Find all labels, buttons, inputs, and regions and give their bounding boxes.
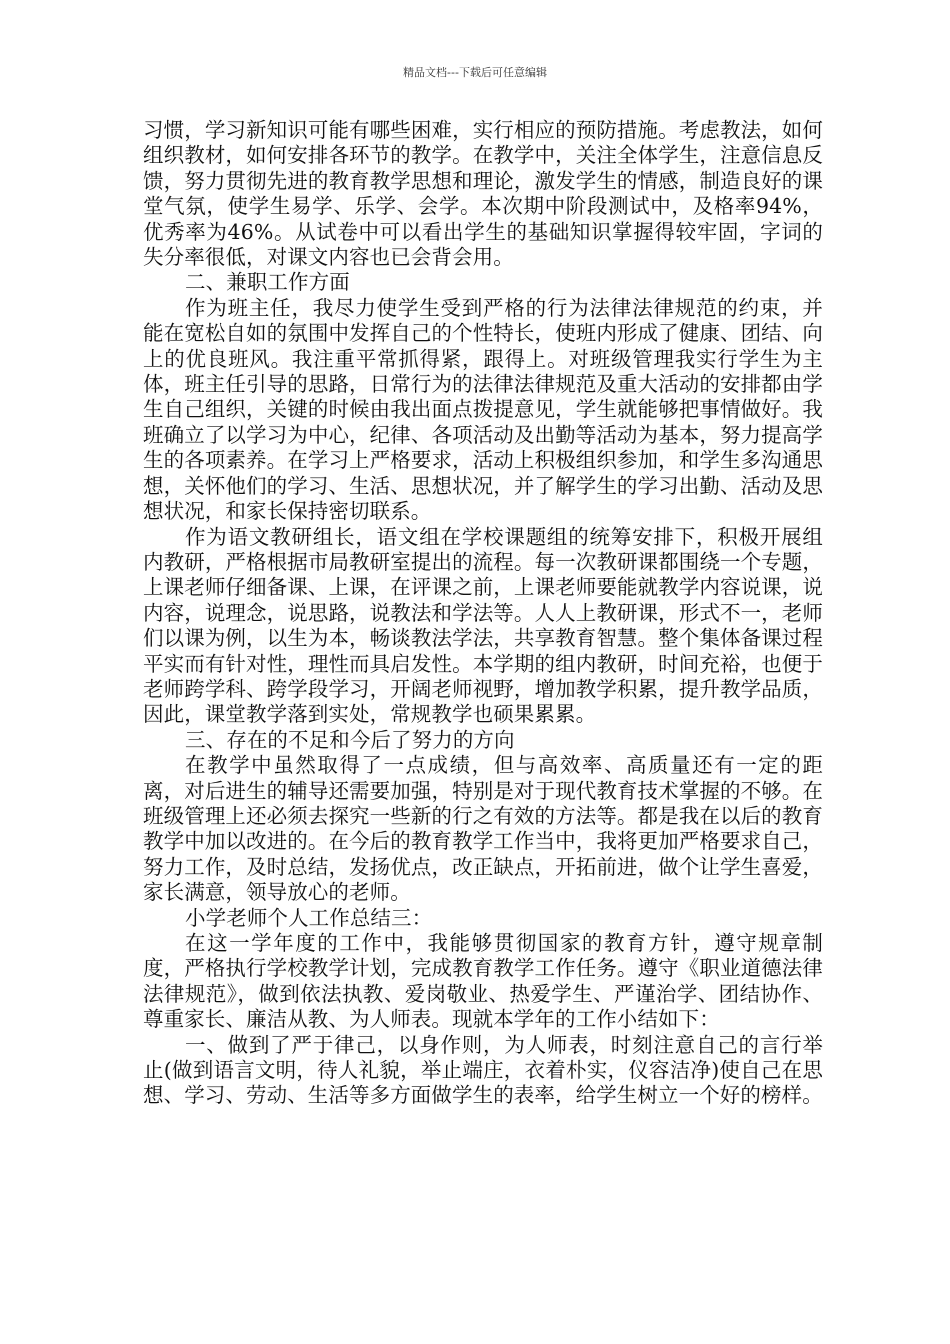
paragraph-self-discipline: 一、做到了严于律己，以身作则，为人师表，时刻注意自己的言行举止(做到语言文明，待人礼貌，举止端庄，衣着朴实，仪容洁净)使自己在思想、学习、劳动、生活等多方面做学生的表率，给学生树立一个好的榜样。 (143, 1032, 823, 1108)
document-body (143, 118, 823, 1109)
paragraph-continuation: 习惯，学习新知识可能有哪些困难，实行相应的预防措施。考虑教法，如何组织教材，如何安排各环节的教学。在教学中，关注全体学生，注意信息反馈，努力贯彻先进的教育教学思想和理论，激发学生的情感，制造良好的课堂气氛，使学生易学、乐学、会学。本次期中阶段测试中，及格率94%，优秀率为46%。从试卷中可以看出学生的基础知识掌握得较牢固，字词的失分率很低，对课文内容也已会背会用。 (143, 118, 823, 270)
paragraph-teaching-research: 作为语文教研组长，语文组在学校课题组的统筹安排下，积极开展组内教研，严格根据市局教研室提出的流程。每一次教研课都围绕一个专题，上课老师仔细备课、上课，在评课之前，上课老师要能就教学内容说课，说内容，说理念，说思路，说教法和学法等。人人上教研课，形式不一，老师们以课为例，以生为本，畅谈教法学法，共享教育智慧。整个集体备课过程平实而有针对性，理性而具启发性。本学期的组内教研，时间充裕，也便于老师跨学科、跨学段学习，开阔老师视野，增加教学积累，提升教学品质，因此，课堂教学落到实处，常规教学也硕果累累。 (143, 524, 823, 727)
page-header: 精品文档---下载后可任意编辑 (403, 66, 547, 79)
section-heading-shortcomings: 三、存在的不足和今后了努力的方向 (185, 727, 515, 752)
paragraph-school-year: 在这一学年度的工作中，我能够贯彻国家的教育方针，遵守规章制度，严格执行学校教学计划，完成教育教学工作任务。遵守《职业道德法律法律规范》，做到依法执教、爱岗敬业、热爱学生、严谨治学、团结协作、尊重家长、廉洁从教、为人师表。现就本学年的工作小结如下： (143, 931, 823, 1032)
paragraph-class-teacher: 作为班主任，我尽力使学生受到严格的行为法律法律规范的约束，并能在宽松自如的氛围中发挥自己的个性特长，使班内形成了健康、团结、向上的优良班风。我注重平常抓得紧，跟得上。对班级管理我实行学生为主体，班主任引导的思路，日常行为的法律法律规范及重大活动的安排都由学生自己组织，关键的时候由我出面点拨提意见，学生就能够把事情做好。我班确立了以学习为中心，纪律、各项活动及出勤等活动为基本，努力提高学生的各项素养。在学习上严格要求，活动上积极组织参加，和学生多沟通思想，关怀他们的学习、生活、思想状况，并了解学生的学习出勤、活动及思想状况，和家长保持密切联系。 (143, 295, 823, 524)
section-heading-summary-three: 小学老师个人工作总结三： (185, 905, 433, 930)
section-heading-parttime-work: 二、兼职工作方面 (185, 270, 350, 295)
paragraph-shortcomings: 在教学中虽然取得了一点成绩，但与高效率、高质量还有一定的距离，对后进生的辅导还需要加强，特别是对于现代教育技术掌握的不够。在班级管理上还必须去探究一些新的行之有效的方法等。都是我在以后的教育教学中加以改进的。在今后的教育教学工作当中，我将更加严格要求自己，努力工作，及时总结，发扬优点，改正缺点，开拓前进，做个让学生喜爱，家长满意，领导放心的老师。 (143, 753, 823, 905)
